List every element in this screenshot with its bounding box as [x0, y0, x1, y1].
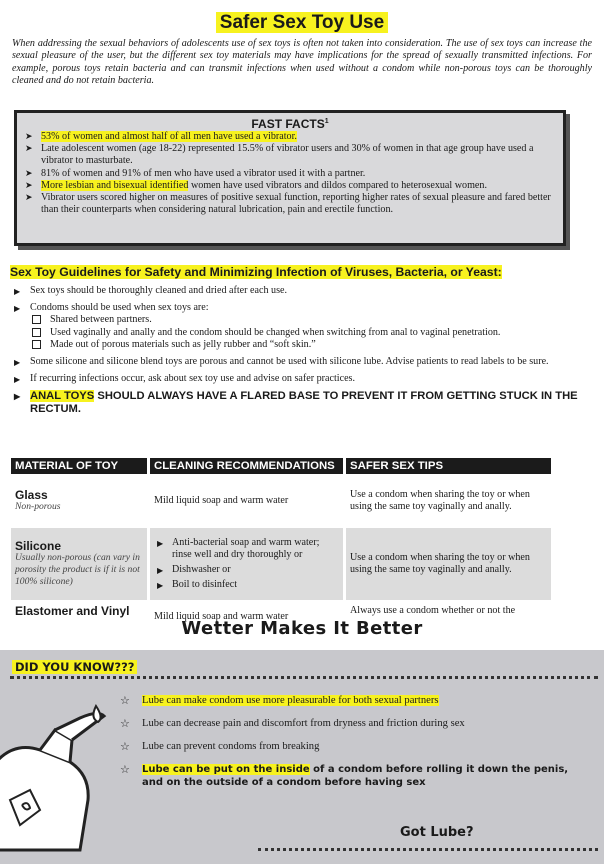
arrow-bullet-icon: ➤ — [25, 131, 33, 141]
arrow-bullet-icon: ➤ — [25, 179, 33, 190]
guideline-subitem: Made out of porous materials such as jelly rubber and “soft skin.” — [30, 339, 590, 351]
table-header: SAFER SEX TIPS — [346, 458, 551, 474]
triangle-bullet-icon: ▶ — [157, 566, 164, 575]
star-icon: ☆ — [120, 694, 130, 707]
guideline-subitem: Shared between partners. — [30, 314, 590, 326]
toy-table-container — [8, 455, 554, 622]
fast-fact-item: ➤ Vibrator users scored higher on measures of positive sexual function, reporting higher rates of sexual pleasure and fared better than their counterparts when considering natural lubrication, pain and erectile function. — [25, 192, 551, 216]
triangle-bullet-icon: ▶ — [14, 392, 21, 402]
did-you-know-heading: DID YOU KNOW??? — [12, 660, 137, 674]
triangle-bullet-icon: ▶ — [157, 581, 164, 590]
dotted-divider — [10, 676, 598, 679]
got-lube-text: Got Lube? — [400, 825, 474, 840]
arrow-bullet-icon: ➤ — [25, 192, 33, 203]
lube-tip: ☆ Lube can decrease pain and discomfort from dryness and friction during sex — [120, 717, 465, 730]
lube-section-title: Wetter Makes It Better — [181, 618, 423, 639]
guideline-item: ▶ Sex toys should be thoroughly cleaned and dried after each use. — [10, 285, 590, 297]
star-icon: ☆ — [120, 717, 130, 730]
guideline-item: ▶ Condoms should be used when sex toys are: Shared between partners. Used vaginally and anally and the condom should be changed when switching from anal to vaginal penetration. Made out of porous materials such as jelly rubber and “soft skin.” — [10, 302, 590, 351]
triangle-bullet-icon: ▶ — [14, 375, 21, 385]
triangle-bullet-icon: ▶ — [14, 358, 21, 368]
fast-facts-box — [14, 110, 566, 246]
intro-paragraph: When addressing the sexual behaviors of adolescents use of sex toys is often not taken into consideration. The use of sex toys can increase the sexual pleasure of the user, but the different sex toy materials may have implications for the spread of sexually transmitted infections. For example, porous toys retain bacteria and can transmit infections when used without a condom while non-porous toys can be thoroughly cleaned and do not retain bacteria. — [12, 38, 592, 87]
star-icon: ☆ — [120, 763, 130, 776]
checkbox-icon — [32, 328, 41, 337]
triangle-bullet-icon: ▶ — [14, 287, 21, 296]
guidelines-heading: Sex Toy Guidelines for Safety and Minimizing Infection of Viruses, Bacteria, or Yeast: — [10, 265, 502, 279]
lube-tip: ☆ Lube can prevent condoms from breaking — [120, 740, 320, 753]
star-icon: ☆ — [120, 740, 130, 753]
checkbox-icon — [32, 340, 41, 349]
guideline-item-anal-toys: ▶ ANAL TOYS SHOULD ALWAYS HAVE A FLARED BASE TO PREVENT IT FROM GETTING STUCK IN THE RECTUM. — [14, 390, 578, 415]
table-header: MATERIAL OF TOY — [11, 458, 147, 474]
lube-tip: ☆ Lube can be put on the inside of a condom before rolling it down the penis, and on the outside of a condom before having sex — [120, 763, 569, 788]
table-row: Elastomer and Vinyl Mild liquid soap and warm water Always use a condom whether or not the — [11, 603, 551, 643]
arrow-bullet-icon: ➤ — [25, 167, 33, 178]
did-you-know-panel — [0, 650, 604, 864]
lube-bottle-icon — [0, 700, 120, 850]
table-row: Silicone Usually non-porous (can vary in porosity the product is if it is not 100% silicone) ▶ Anti-bacterial soap and warm water; rinse well and dry thoroughly or ▶ Dishwasher or ▶ Boil to disinfect Use a condom when sharing the toy or when using the same toy vaginally and anally. — [11, 528, 551, 600]
fast-facts-heading: FAST FACTS$^1$ — [251, 117, 329, 131]
guideline-item: ▶ Some silicone and silicone blend toys are porous and cannot be used with silicone lube. Advise patients to read labels to be sure. — [10, 356, 590, 368]
lube-tip: ☆ Lube can make condom use more pleasurable for both sexual partners — [120, 694, 439, 707]
page-title: Safer Sex Toy Use — [0, 12, 604, 34]
triangle-bullet-icon: ▶ — [157, 539, 164, 548]
guideline-item: ▶ If recurring infections occur, ask about sex toy use and advise on safer practices. — [10, 373, 590, 385]
triangle-bullet-icon: ▶ — [14, 304, 21, 314]
dotted-divider — [258, 848, 598, 851]
fast-fact-item: ➤ More lesbian and bisexual identified women have used vibrators and dildos compared to heterosexual women. — [25, 179, 487, 191]
table-row: Glass Non-porous Mild liquid soap and warm water Use a condom when sharing the toy or when using the same toy vaginally and anally. — [11, 477, 551, 525]
fast-fact-item: ➤ Late adolescent women (age 18-22) represented 15.5% of vibrator users and 30% of women in that age group have used a vibrator to masturbate. — [25, 143, 534, 167]
guideline-subitem: Used vaginally and anally and the condom should be changed when switching from anal to vaginal penetration. — [30, 327, 590, 339]
fast-fact-item: ➤ 53% of women and almost half of all men have used a vibrator. — [25, 131, 297, 142]
lube-tips-list — [120, 694, 590, 799]
table-header: CLEANING RECOMMENDATIONS — [150, 458, 343, 474]
fast-fact-item: ➤ 81% of women and 91% of men who have used a vibrator used it with a partner. — [25, 167, 366, 179]
arrow-bullet-icon: ➤ — [25, 143, 33, 154]
guidelines-list — [10, 285, 590, 420]
checkbox-icon — [32, 315, 41, 324]
